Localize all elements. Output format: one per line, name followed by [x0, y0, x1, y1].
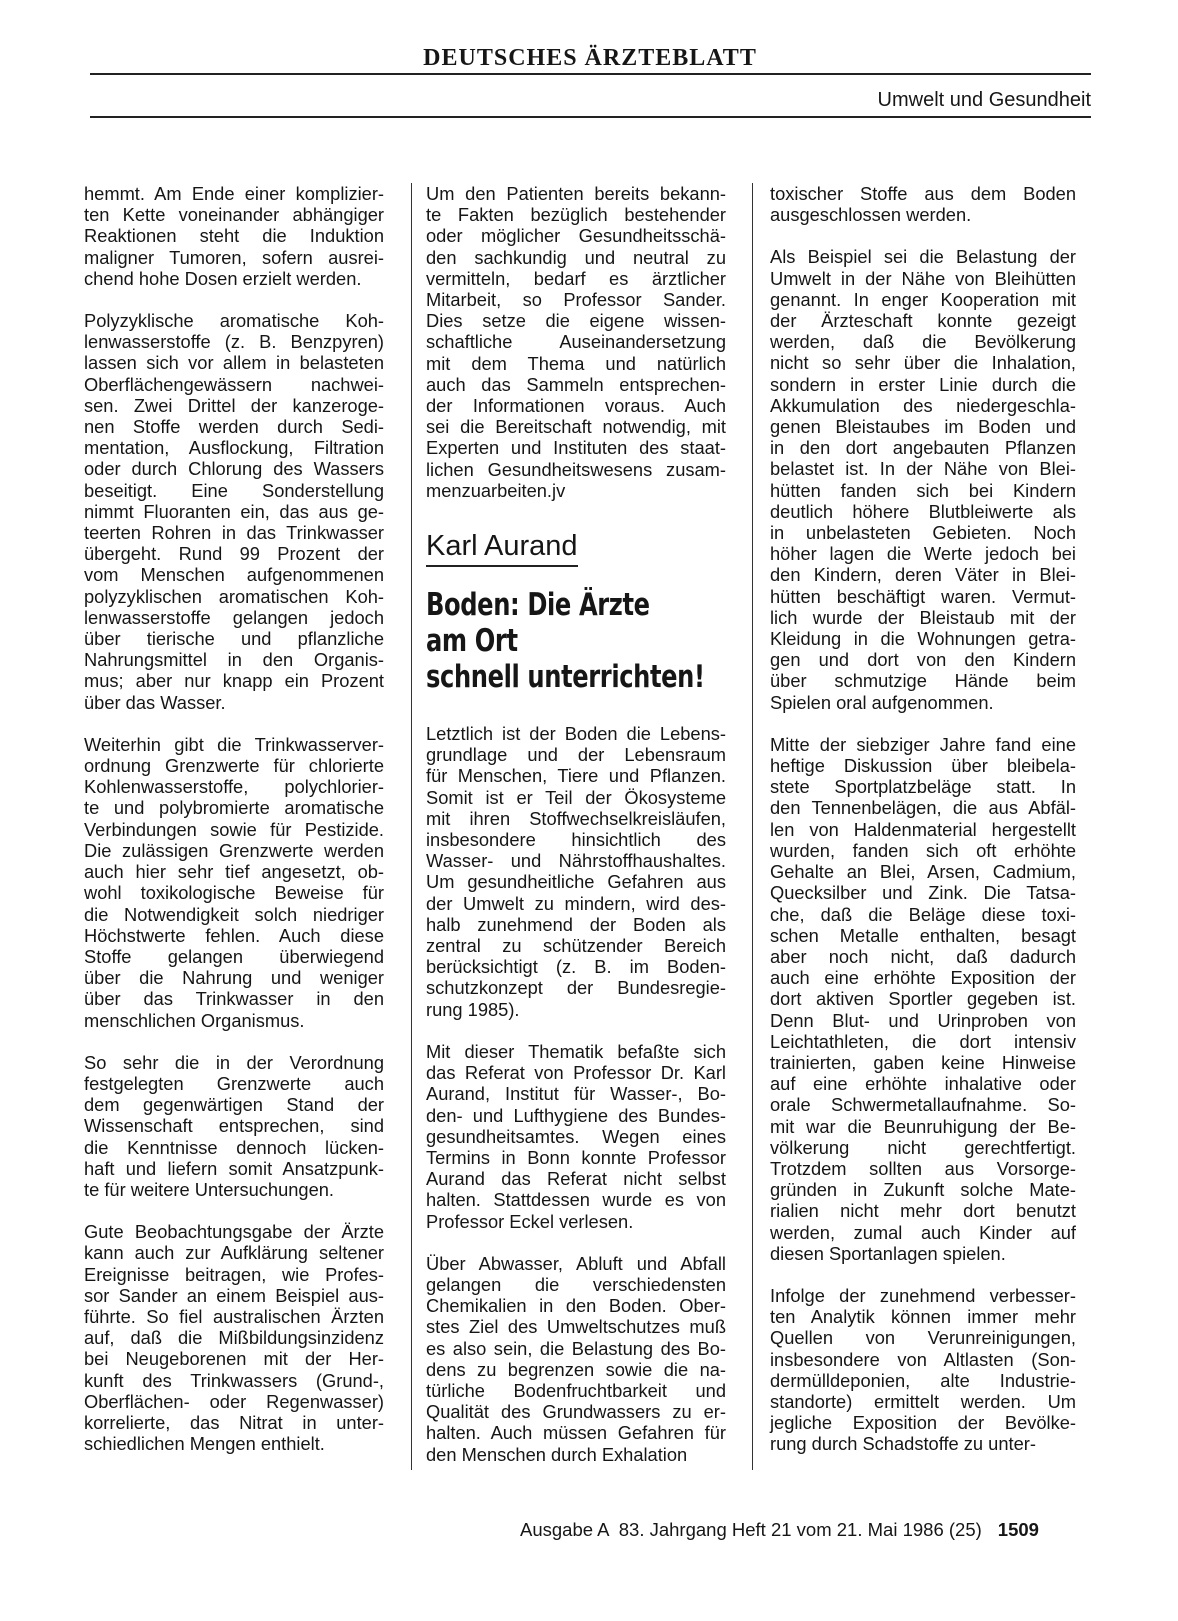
text-line: lich wurde der Bleistaub mit der: [770, 606, 1076, 628]
text-line: gesundheitsamtes. Wegen eines: [426, 1125, 726, 1147]
text-line: Gute Beobachtungsgabe der Ärzte: [84, 1221, 384, 1243]
text-line: stete Sportplatzbeläge statt. In: [770, 776, 1076, 798]
headline-line: schnell unterrichten!: [426, 659, 705, 696]
text-line: gelangen die verschiedensten: [426, 1273, 726, 1295]
text-line: wohl toxikologische Beweise für: [84, 882, 384, 904]
text-line: hütten beschäftigt waren. Vermut-: [770, 585, 1076, 607]
paragraph: [426, 183, 726, 501]
text-line: vermitteln, bedarf es ärztlicher: [426, 267, 726, 289]
text-line: Die zulässigen Grenzwerte werden: [84, 839, 384, 861]
text-line: Verbindungen sowie für Pestizide.: [84, 818, 384, 840]
text-line: Als Beispiel sei die Belastung der: [770, 246, 1076, 268]
text-line: che, daß die Beläge diese toxi-: [770, 903, 1076, 925]
text-line: bei Neugeborenen mit der Her-: [84, 1348, 384, 1370]
text-line: dens zu begrenzen sowie die na-: [426, 1358, 726, 1380]
text-line: Reaktionen steht die Induktion: [84, 225, 384, 247]
text-line: beseitigt. Eine Sonderstellung: [84, 479, 384, 501]
text-line: grundlage und der Lebensraum: [426, 744, 726, 766]
text-line: berücksichtigt (z. B. im Boden-: [426, 956, 726, 978]
text-line: führte. So fiel australischen Ärzten: [84, 1305, 384, 1327]
text-line: höher lagen die Werte jedoch bei: [770, 543, 1076, 565]
text-line: der Umwelt zu mindern, wird des-: [426, 892, 726, 914]
text-line: lenwasserstoffe (z. B. Benzpyren): [84, 331, 384, 353]
column-1: [84, 183, 384, 1475]
issue-info: Ausgabe A 83. Jahrgang Heft 21 vom 21. Mai 1986 (25): [520, 1519, 982, 1540]
text-line: jegliche Exposition der Bevölke-: [770, 1412, 1076, 1434]
page-number: 1509: [997, 1519, 1039, 1540]
text-line: Leichtathleten, die dort intensiv: [770, 1030, 1076, 1052]
text-line: schaftliche Auseinandersetzung: [426, 331, 726, 353]
text-line: auch eine erhöhte Exposition der: [770, 967, 1076, 989]
text-line: kann auch zur Aufklärung seltener: [84, 1242, 384, 1264]
text-line: standorte) ermittelt werden. Um: [770, 1390, 1076, 1412]
text-line: auf eine erhöhte inhalative oder: [770, 1073, 1076, 1095]
text-line: ten Analytik können immer mehr: [770, 1306, 1076, 1328]
text-line: deutlich höhere Blutbleiwerte als: [770, 500, 1076, 522]
text-line: die Kenntnisse dennoch lücken-: [84, 1136, 384, 1158]
text-line: Quecksilber und Zink. Die Tatsa-: [770, 882, 1076, 904]
text-line: Mit dieser Thematik befaßte sich: [426, 1040, 726, 1062]
text-line: Weiterhin gibt die Trinkwasserver-: [84, 733, 384, 755]
header-rule-bottom: [90, 116, 1091, 118]
text-line: türliche Bodenfruchtbarkeit und: [426, 1379, 726, 1401]
text-line: hemmt. Am Ende einer komplizier-: [84, 183, 384, 204]
column-3: [770, 183, 1076, 1476]
text-line: toxischer Stoffe aus dem Boden: [770, 183, 1076, 204]
text-line: in unbelasteten Gebieten. Noch: [770, 522, 1076, 544]
text-line: schutzkonzept der Bundesregie-: [426, 977, 726, 999]
text-line: len von Haldenmaterial hergestellt: [770, 818, 1076, 840]
author-name: Karl Aurand: [426, 529, 578, 567]
text-line: kunft des Trinkwassers (Grund-,: [84, 1369, 384, 1391]
text-line: rung 1985).: [426, 998, 520, 1020]
paragraph: [770, 246, 1076, 712]
text-line: insbesondere von Altlasten (Son-: [770, 1348, 1076, 1370]
text-line: [426, 480, 726, 501]
text-line: Gehalte an Blei, Arsen, Cadmium,: [770, 861, 1076, 883]
text-line: Mitarbeit, so Professor Sander.: [426, 289, 726, 311]
text-line: Ereignisse beitragen, wie Profes-: [84, 1263, 384, 1285]
masthead: [90, 44, 1090, 72]
text-line: mit war die Beunruhigung der Be-: [770, 1115, 1076, 1137]
paragraph: [84, 1221, 384, 1454]
text-line: den Tennenbelägen, die aus Abfäl-: [770, 797, 1076, 819]
paragraph: [84, 183, 384, 289]
text-line: rung durch Schadstoffe zu unter-: [770, 1433, 1036, 1455]
text-line: aber noch nicht, daß dadurch: [770, 945, 1076, 967]
text-line: schiedlichen Mengen enthielt.: [84, 1433, 325, 1455]
text-line: diesen Sportanlagen spielen.: [770, 1242, 1006, 1264]
text-line: Experten und Instituten des staat-: [426, 437, 726, 459]
text-line: te Fakten bezüglich bestehender: [426, 204, 726, 226]
text-line: teerten Rohren in das Trinkwasser: [84, 522, 384, 544]
text-line: Dies setze die eigene wissen-: [426, 310, 726, 332]
paragraph: [84, 310, 384, 713]
text-line: Trotzdem sollten aus Vorsorge-: [770, 1157, 1076, 1179]
text-line: Quellen von Verunreinigungen,: [770, 1327, 1076, 1349]
text-line: rialien nicht mehr dort benutzt: [770, 1200, 1076, 1222]
text-line: belastet ist. In der Nähe von Blei-: [770, 458, 1076, 480]
text-line: Letztlich ist der Boden die Lebens-: [426, 723, 726, 745]
text-line: auf, daß die Mißbildungsinzidenz: [84, 1327, 384, 1349]
text-line: über tierische und pflanzliche: [84, 628, 384, 650]
text-line: den Menschen durch Exhalation: [426, 1443, 688, 1465]
text-fragment: menzuarbeiten.: [426, 479, 553, 501]
text-line: Polyzyklische aromatische Koh-: [84, 310, 384, 332]
paragraph: [426, 723, 726, 1020]
text-line: zentral zu schützender Bereich: [426, 935, 726, 957]
text-line: mit dem Thema und natürlich: [426, 352, 726, 374]
headline-line: Boden: Die Ärzte: [426, 587, 650, 624]
text-line: über das Trinkwasser in den: [84, 988, 384, 1010]
text-line: haft und liefern somit Ansatzpunk-: [84, 1157, 384, 1179]
text-line: So sehr die in der Verordnung: [84, 1051, 384, 1073]
text-line: Wissenschaft entsprechen, sind: [84, 1115, 384, 1137]
text-line: dort aktiven Sportler gegeben ist.: [770, 988, 1076, 1010]
text-line: über das Wasser.: [84, 691, 226, 713]
text-line: korrelierte, das Nitrat in unter-: [84, 1411, 384, 1433]
text-line: Spielen oral aufgenommen.: [770, 691, 994, 713]
text-line: werden, zumal auch Kinder auf: [770, 1221, 1076, 1243]
text-line: in den dort angebauten Pflanzen: [770, 437, 1076, 459]
column-divider: [752, 183, 753, 1470]
text-line: Termins in Bonn konnte Professor: [426, 1146, 726, 1168]
text-line: te für weitere Untersuchungen.: [84, 1178, 334, 1200]
text-line: Über Abwasser, Abluft und Abfall: [426, 1252, 726, 1274]
text-line: Umwelt in der Nähe von Bleihütten: [770, 267, 1076, 289]
text-line: den sachkundig und neutral zu: [426, 246, 726, 268]
column-2: [426, 183, 726, 1486]
text-line: Wasser- und Nährstoffhaushaltes.: [426, 850, 726, 872]
text-line: der Ärzteschaft konnte gezeigt: [770, 310, 1076, 332]
paragraph: [84, 734, 384, 1031]
article-headline: [426, 587, 730, 695]
text-line: Akkumulation des niedergeschla-: [770, 394, 1076, 416]
text-line: Aurand, Institut für Wasser-, Bo-: [426, 1083, 726, 1105]
text-line: orale Schwermetallaufnahme. So-: [770, 1094, 1076, 1116]
text-line: den Kindern, deren Väter in Blei-: [770, 564, 1076, 586]
text-line: ordnung Grenzwerte für chlorierte: [84, 755, 384, 777]
text-line: oder durch Chlorung des Wassers: [84, 458, 384, 480]
text-line: der Informationen voraus. Auch: [426, 395, 726, 417]
text-line: werden, daß die Bevölkerung: [770, 331, 1076, 353]
text-line: te und polybromierte aromatische: [84, 797, 384, 819]
text-line: Oberflächengewässern nachwei-: [84, 373, 384, 395]
text-line: über schmutzige Hände beim: [770, 670, 1076, 692]
journal-title: DEUTSCHES ÄRZTEBLATT: [423, 45, 757, 71]
page-footer: [520, 1518, 1039, 1542]
text-line: dermülldeponien, alte Industrie-: [770, 1369, 1076, 1391]
text-line: mentation, Ausflockung, Filtration: [84, 437, 384, 459]
header-rule-top: [90, 73, 1091, 75]
text-line: Um den Patienten bereits bekann-: [426, 183, 726, 204]
text-line: Um gesundheitliche Gefahren aus: [426, 871, 726, 893]
text-line: die Notwendigkeit solch niedriger: [84, 903, 384, 925]
text-line: Aurand das Referat nicht selbst: [426, 1168, 726, 1190]
paragraph: [770, 734, 1076, 1264]
section-title: Umwelt und Gesundheit: [877, 89, 1091, 111]
text-line: es also sein, die Belastung des Bo-: [426, 1337, 726, 1359]
author-initials: jv: [552, 479, 566, 501]
text-line: Somit ist er Teil der Ökosysteme: [426, 786, 726, 808]
paragraph: [770, 1285, 1076, 1455]
text-line: nicht so sehr über die Inhalation,: [770, 352, 1076, 374]
text-line: für Menschen, Tiere und Pflanzen.: [426, 765, 726, 787]
text-line: insbesondere hinsichtlich des: [426, 829, 726, 851]
text-line: maligner Tumoren, sofern ausrei-: [84, 246, 384, 268]
text-line: Kohlenwasserstoffe, polychlorier-: [84, 776, 384, 798]
text-line: halten. Auch müssen Gefahren für: [426, 1422, 726, 1444]
text-line: genen Bleistaubes im Boden und: [770, 416, 1076, 438]
paragraph: [84, 1052, 384, 1200]
text-line: ausgeschlossen werden.: [770, 204, 972, 226]
text-line: über die Nahrung und weniger: [84, 967, 384, 989]
text-line: lenwasserstoffe gelangen jedoch: [84, 606, 384, 628]
text-line: sen. Zwei Drittel der kanzeroge-: [84, 394, 384, 416]
text-line: Stoffe gelangen überwiegend: [84, 945, 384, 967]
text-line: halten. Stattdessen wurde es von: [426, 1189, 726, 1211]
text-line: schen Metalle enthalten, besagt: [770, 924, 1076, 946]
text-line: oder möglicher Gesundheitsschä-: [426, 225, 726, 247]
column-divider: [411, 183, 412, 1470]
text-line: stes Ziel des Umweltschutzes muß: [426, 1316, 726, 1338]
text-line: festgelegten Grenzwerte auch: [84, 1072, 384, 1094]
text-line: mit ihren Stoffwechselkreisläufen,: [426, 807, 726, 829]
text-line: halb zunehmend der Boden als: [426, 913, 726, 935]
text-line: sor Sander an einem Beispiel aus-: [84, 1284, 384, 1306]
paragraph: [770, 183, 1076, 225]
text-line: nen Stoffe werden durch Sedi-: [84, 416, 384, 438]
text-line: Nahrungsmittel in den Organis-: [84, 649, 384, 671]
paragraph: [426, 1253, 726, 1465]
text-line: lassen sich vor allem in belasteten: [84, 352, 384, 374]
text-line: dem gegenwärtigen Stand der: [84, 1094, 384, 1116]
text-line: Höchstwerte fehlen. Auch diese: [84, 924, 384, 946]
text-line: polyzyklischen aromatischen Koh-: [84, 585, 384, 607]
text-line: den- und Lufthygiene des Bundes-: [426, 1104, 726, 1126]
text-line: genannt. In enger Kooperation mit: [770, 288, 1076, 310]
text-line: Infolge der zunehmend verbesser-: [770, 1284, 1076, 1306]
text-line: Denn Blut- und Urinproben von: [770, 1009, 1076, 1031]
text-line: das Referat von Professor Dr. Karl: [426, 1062, 726, 1084]
text-line: gründen in Zukunft solche Mate-: [770, 1179, 1076, 1201]
text-line: sei die Bereitschaft notwendig, mit: [426, 416, 726, 438]
text-line: hütten fanden sich bei Kindern: [770, 479, 1076, 501]
text-line: völkerung nicht gerechtfertigt.: [770, 1136, 1076, 1158]
text-line: menschlichen Organismus.: [84, 1009, 305, 1031]
text-line: übergeht. Rund 99 Prozent der: [84, 543, 384, 565]
text-line: Mitte der siebziger Jahre fand eine: [770, 733, 1076, 755]
text-line: auch das Sammeln entsprechen-: [426, 373, 726, 395]
text-line: mus; aber nur knapp ein Prozent: [84, 670, 384, 692]
text-line: heftige Diskussion über bleibela-: [770, 755, 1076, 777]
text-line: ten Kette voneinander abhängiger: [84, 204, 384, 226]
text-line: Professor Eckel verlesen.: [426, 1210, 634, 1232]
text-line: Qualität des Grundwassers zu er-: [426, 1401, 726, 1423]
text-line: sondern in erster Linie durch die: [770, 373, 1076, 395]
text-line: nimmt Fluoranten ein, das aus ge-: [84, 500, 384, 522]
text-line: Oberflächen- oder Regenwasser): [84, 1390, 384, 1412]
article-byline: [426, 529, 726, 567]
text-line: Kleidung in die Wohnungen getra-: [770, 628, 1076, 650]
paragraph: [426, 1041, 726, 1232]
headline-line: am Ort: [426, 623, 518, 660]
text-line: gen und dort von den Kindern: [770, 649, 1076, 671]
text-line: lichen Gesundheitswesens zusam-: [426, 458, 726, 480]
text-line: auch hier sehr tief angesetzt, ob-: [84, 861, 384, 883]
text-line: chend hohe Dosen erzielt werden.: [84, 267, 362, 289]
text-line: Chemikalien in den Boden. Ober-: [426, 1295, 726, 1317]
text-line: trainierten, gaben keine Hinweise: [770, 1051, 1076, 1073]
text-line: wurden, fanden sich oft erhöhte: [770, 839, 1076, 861]
text-line: vom Menschen aufgenommenen: [84, 564, 384, 586]
